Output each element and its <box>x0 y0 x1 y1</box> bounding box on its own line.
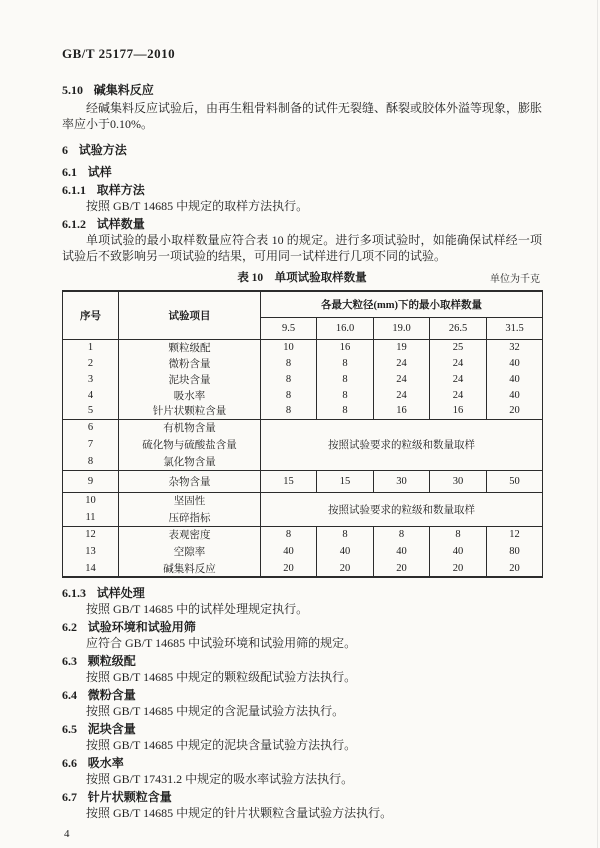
cell-no: 13 <box>63 543 119 560</box>
paragraph-6-2: 应符合 GB/T 14685 中试验环境和试验用筛的规定。 <box>86 636 357 650</box>
cell-value: 24 <box>374 355 430 371</box>
cell-item: 吸水率 <box>119 387 261 403</box>
standard-code-header: GB/T 25177—2010 <box>62 46 176 61</box>
cell-no: 7 <box>63 436 119 453</box>
heading-title: 颗粒级配 <box>87 654 136 668</box>
paragraph-6-3: 按照 GB/T 14685 中规定的颗粒级配试验方法执行。 <box>86 670 357 684</box>
cell-no: 11 <box>63 509 119 526</box>
cell-item: 颗粒级配 <box>119 339 261 355</box>
cell-item: 氯化物含量 <box>119 453 261 470</box>
paragraph-6-5: 按照 GB/T 14685 中规定的泥块含量试验方法执行。 <box>86 738 357 752</box>
cell-value: 24 <box>430 355 487 371</box>
heading-number: 6.1.1 <box>62 183 86 197</box>
section-6-5 <box>62 721 542 753</box>
table-group-rows-6-8 <box>63 419 543 470</box>
heading-number: 6.1.2 <box>62 217 86 231</box>
heading-title: 针片状颗粒含量 <box>87 790 172 804</box>
cell-value: 8 <box>261 355 317 371</box>
cell-value: 16 <box>374 403 430 419</box>
heading-title: 试验方法 <box>78 143 127 157</box>
scan-edge-artifact <box>597 0 598 848</box>
section-6-4 <box>62 687 542 719</box>
section-6-3 <box>62 653 542 685</box>
heading-title: 试样 <box>87 165 112 179</box>
cell-no: 4 <box>63 387 119 403</box>
cell-no: 9 <box>63 470 119 492</box>
cell-no: 14 <box>63 560 119 577</box>
heading-6-4 <box>62 687 542 703</box>
cell-item: 坚固性 <box>119 492 261 509</box>
heading-title: 泥块含量 <box>87 722 136 736</box>
cell-item: 针片状颗粒含量 <box>119 403 261 419</box>
heading-title: 试验环境和试验用筛 <box>87 620 196 634</box>
cell-value: 25 <box>430 339 487 355</box>
cell-value: 20 <box>487 560 543 577</box>
table-row <box>63 371 543 387</box>
merged-note-cell: 按照试验要求的粒级和数量取样 <box>261 492 543 526</box>
heading-6-1-1 <box>62 182 542 198</box>
cell-value: 20 <box>487 403 543 419</box>
cell-item: 硫化物与硫酸盐含量 <box>119 436 261 453</box>
heading-6-1-3 <box>62 585 542 601</box>
col-header-size: 19.0 <box>374 317 430 339</box>
cell-no: 10 <box>63 492 119 509</box>
heading-6-2 <box>62 619 542 635</box>
table-row <box>63 526 543 543</box>
paragraph-6-6: 按照 GB/T 17431.2 中规定的吸水率试验方法执行。 <box>86 772 354 786</box>
table-caption: 表 10 单项试验取样数量 <box>237 272 367 284</box>
cell-item: 有机物含量 <box>119 419 261 436</box>
col-header-span: 各最大粒径(mm)下的最小取样数量 <box>261 291 543 317</box>
heading-number: 6.4 <box>62 688 77 702</box>
cell-value: 8 <box>374 526 430 543</box>
heading-title: 碱集料反应 <box>93 83 154 97</box>
table-row <box>63 543 543 560</box>
table-row <box>63 387 543 403</box>
cell-value: 20 <box>261 560 317 577</box>
cell-value: 40 <box>374 543 430 560</box>
heading-number: 5.10 <box>62 83 83 97</box>
cell-item: 压碎指标 <box>119 509 261 526</box>
heading-6-5 <box>62 721 542 737</box>
col-header-size: 26.5 <box>430 317 487 339</box>
cell-value: 24 <box>430 387 487 403</box>
table-row <box>63 470 543 492</box>
cell-value: 24 <box>374 371 430 387</box>
col-header-item: 试验项目 <box>119 291 261 339</box>
cell-value: 16 <box>317 339 374 355</box>
heading-number: 6.5 <box>62 722 77 736</box>
cell-item: 空隙率 <box>119 543 261 560</box>
paragraph-6-1-2: 单项试验的最小取样数量应符合表 10 的规定。进行多项试验时，如能确保试样经一项试验后不致影响另一项试验的结果，可用同一试样进行几项不同的试验。 <box>62 233 542 263</box>
section-6-6 <box>62 755 542 787</box>
cell-value: 8 <box>317 387 374 403</box>
cell-no: 2 <box>63 355 119 371</box>
cell-value: 24 <box>430 371 487 387</box>
table-row <box>63 355 543 371</box>
cell-value: 80 <box>487 543 543 560</box>
cell-value: 8 <box>317 371 374 387</box>
cell-value: 20 <box>374 560 430 577</box>
cell-value: 40 <box>487 387 543 403</box>
heading-title: 吸水率 <box>87 756 124 770</box>
section-6-2 <box>62 619 542 651</box>
heading-number: 6 <box>62 143 68 157</box>
heading-number: 6.7 <box>62 790 77 804</box>
col-header-size: 9.5 <box>261 317 317 339</box>
cell-value: 32 <box>487 339 543 355</box>
heading-number: 6.2 <box>62 620 77 634</box>
table-row <box>63 403 543 419</box>
cell-value: 8 <box>261 403 317 419</box>
col-header-no: 序号 <box>63 291 119 339</box>
table-header <box>63 291 543 339</box>
table-row <box>63 339 543 355</box>
cell-value: 15 <box>261 470 317 492</box>
cell-value: 8 <box>317 403 374 419</box>
cell-value: 30 <box>430 470 487 492</box>
cell-no: 5 <box>63 403 119 419</box>
heading-number: 6.1.3 <box>62 586 86 600</box>
table-row <box>63 419 543 436</box>
cell-value: 40 <box>487 355 543 371</box>
cell-value: 30 <box>374 470 430 492</box>
cell-item: 微粉含量 <box>119 355 261 371</box>
paragraph-5-10: 经碱集料反应试验后，由再生粗骨料制备的试件无裂缝、酥裂或胶体外溢等现象，膨胀率应小于0.10%。 <box>62 101 543 131</box>
heading-6-3 <box>62 653 542 669</box>
cell-value: 8 <box>317 355 374 371</box>
cell-item: 碱集料反应 <box>119 560 261 577</box>
heading-5-10 <box>62 82 542 98</box>
cell-no: 1 <box>63 339 119 355</box>
col-header-size: 16.0 <box>317 317 374 339</box>
heading-6-7 <box>62 789 542 805</box>
paragraph-6-7: 按照 GB/T 14685 中规定的针片状颗粒含量试验方法执行。 <box>86 806 393 820</box>
cell-value: 24 <box>374 387 430 403</box>
heading-title: 试样数量 <box>96 217 145 231</box>
cell-value: 19 <box>374 339 430 355</box>
cell-item: 表观密度 <box>119 526 261 543</box>
heading-title: 取样方法 <box>96 183 145 197</box>
cell-value: 8 <box>261 387 317 403</box>
cell-value: 8 <box>317 526 374 543</box>
cell-item: 泥块含量 <box>119 371 261 387</box>
cell-value: 12 <box>487 526 543 543</box>
paragraph-6-1-3: 按照 GB/T 14685 中的试样处理规定执行。 <box>86 602 309 616</box>
heading-title: 微粉含量 <box>87 688 136 702</box>
section-6-7 <box>62 789 542 821</box>
table-caption-row <box>62 270 542 287</box>
heading-6-6 <box>62 755 542 771</box>
heading-6-1 <box>62 164 542 180</box>
cell-value: 50 <box>487 470 543 492</box>
cell-value: 20 <box>317 560 374 577</box>
cell-value: 20 <box>430 560 487 577</box>
cell-no: 8 <box>63 453 119 470</box>
section-6-1-3 <box>62 585 542 617</box>
paragraph-6-4: 按照 GB/T 14685 中规定的含泥量试验方法执行。 <box>86 704 345 718</box>
heading-number: 6.3 <box>62 654 77 668</box>
heading-6 <box>62 142 542 158</box>
cell-value: 40 <box>317 543 374 560</box>
cell-value: 15 <box>317 470 374 492</box>
table-group-rows-1-5 <box>63 339 543 419</box>
heading-number: 6.6 <box>62 756 77 770</box>
paragraph-6-1-1: 按照 GB/T 14685 中规定的取样方法执行。 <box>86 199 309 213</box>
cell-value: 8 <box>261 371 317 387</box>
merged-note-cell: 按照试验要求的粒级和数量取样 <box>261 419 543 470</box>
sampling-quantity-table <box>62 290 543 578</box>
cell-value: 40 <box>487 371 543 387</box>
cell-item: 杂物含量 <box>119 470 261 492</box>
table-group-row-9 <box>63 470 543 492</box>
heading-number: 6.1 <box>62 165 77 179</box>
col-header-size: 31.5 <box>487 317 543 339</box>
cell-no: 12 <box>63 526 119 543</box>
heading-title: 试样处理 <box>96 586 145 600</box>
cell-value: 40 <box>430 543 487 560</box>
heading-6-1-2 <box>62 216 542 232</box>
cell-no: 3 <box>63 371 119 387</box>
cell-no: 6 <box>63 419 119 436</box>
table-group-rows-12-14 <box>63 526 543 577</box>
table-row <box>63 560 543 577</box>
cell-value: 16 <box>430 403 487 419</box>
cell-value: 40 <box>261 543 317 560</box>
table-row <box>63 492 543 509</box>
table-unit-note: 单位为千克 <box>490 274 540 285</box>
table-group-rows-10-11 <box>63 492 543 526</box>
page-number: 4 <box>64 828 70 840</box>
cell-value: 8 <box>261 526 317 543</box>
cell-value: 8 <box>430 526 487 543</box>
cell-value: 10 <box>261 339 317 355</box>
